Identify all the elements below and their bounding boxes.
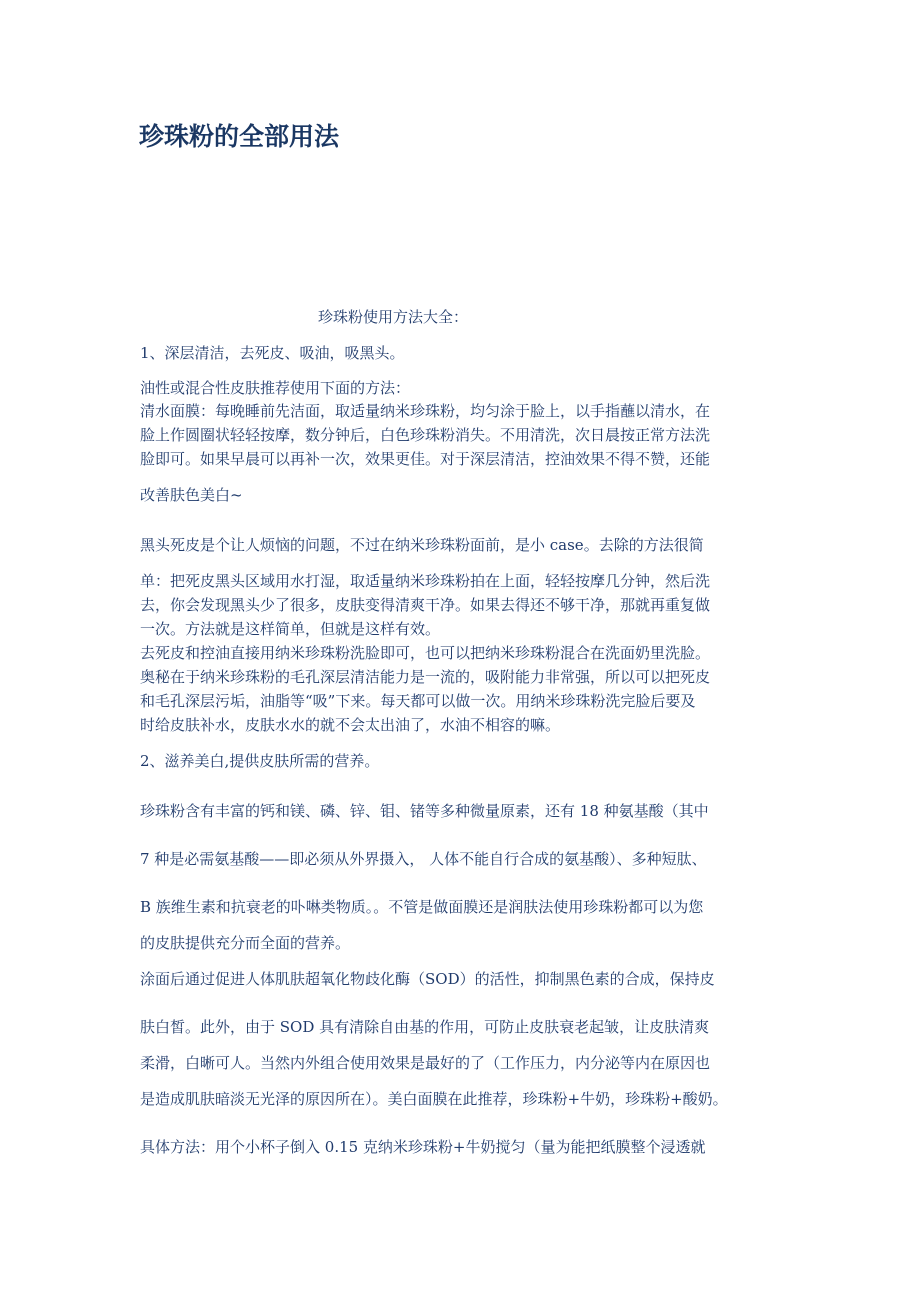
paragraph-line: 7 种是必需氨基酸——即必须从外界摄入， 人体不能自行合成的氨基酸）、多种短肽、 (140, 850, 707, 868)
paragraph-line: 去，你会发现黑头少了很多，皮肤变得清爽干净。如果去得还不够干净，那就再重复做 (140, 596, 711, 614)
paragraph-line: 单：把死皮黑头区域用水打湿，取适量纳米珍珠粉拍在上面，轻轻按摩几分钟，然后洗 (140, 572, 711, 590)
paragraph-line: 脸即可。如果早晨可以再补一次，效果更佳。对于深层清洁，控油效果不得不赞，还能 (140, 450, 711, 468)
paragraph-line: B 族维生素和抗衰老的卟啉类物质。。不管是做面膜还是润肤法使用珍珠粉都可以为您 (140, 898, 704, 916)
paragraph-line: 是造成肌肤暗淡无光泽的原因所在）。美白面膜在此推荐，珍珠粉+牛奶，珍珠粉+酸奶。 (140, 1090, 728, 1108)
page-title: 珍珠粉的全部用法 (139, 122, 340, 151)
paragraph-line: 脸上作圆圈状轻轻按摩，数分钟后，白色珍珠粉消失。不用清洗，次日晨按正常方法洗 (140, 426, 711, 444)
section-subtitle: 珍珠粉使用方法大全： (318, 308, 469, 326)
paragraph-line: 柔滑，白晰可人。当然内外组合使用效果是最好的了（工作压力，内分泌等内在原因也 (140, 1054, 711, 1072)
paragraph-line: 黑头死皮是个让人烦恼的问题，不过在纳米珍珠粉面前，是小 case。去除的方法很简 (140, 536, 704, 554)
paragraph-line: 1、深层清洁，去死皮、吸油，吸黑头。 (140, 344, 405, 362)
paragraph-line: 的皮肤提供充分而全面的营养。 (140, 934, 351, 952)
paragraph-line: 去死皮和控油直接用纳米珍珠粉洗脸即可，也可以把纳米珍珠粉混合在洗面奶里洗脸。 (140, 644, 711, 662)
paragraph-line: 涂面后通过促进人体肌肤超氧化物歧化酶（SOD）的活性，抑制黑色素的合成，保持皮 (140, 970, 715, 988)
paragraph-line: 2、滋养美白,提供皮肤所需的营养。 (140, 752, 380, 770)
paragraph-line: 改善肤色美白~ (140, 486, 243, 504)
paragraph-line: 具体方法：用个小杯子倒入 0.15 克纳米珍珠粉+牛奶搅匀（量为能把纸膜整个浸透就 (140, 1138, 706, 1156)
paragraph-line: 油性或混合性皮肤推荐使用下面的方法： (140, 379, 411, 397)
paragraph-line: 珍珠粉含有丰富的钙和镁、磷、锌、钼、锗等多种微量原素，还有 18 种氨基酸（其中 (140, 802, 709, 820)
paragraph-line: 奥秘在于纳米珍珠粉的毛孔深层清洁能力是一流的，吸附能力非常强，所以可以把死皮 (140, 668, 711, 686)
paragraph-line: 肤白皙。此外，由于 SOD 具有清除自由基的作用，可防止皮肤衰老起皱，让皮肤清爽 (140, 1018, 710, 1036)
paragraph-line: 时给皮肤补水，皮肤水水的就不会太出油了，水油不相容的嘛。 (140, 716, 561, 734)
paragraph-line: 和毛孔深层污垢，油脂等“吸”下来。每天都可以做一次。用纳米珍珠粉洗完脸后要及 (140, 692, 696, 710)
paragraph-line: 一次。方法就是这样简单，但就是这样有效。 (140, 620, 441, 638)
paragraph-line: 清水面膜：每晚睡前先洁面，取适量纳米珍珠粉，均匀涂于脸上，以手指蘸以清水，在 (140, 402, 711, 420)
